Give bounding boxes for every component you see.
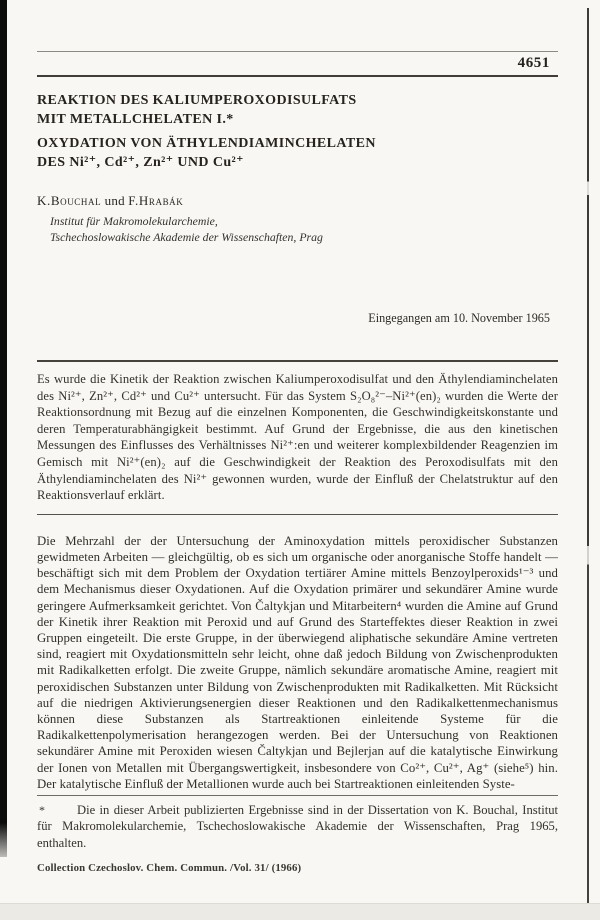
footnote-marker: * — [39, 803, 45, 817]
author-name-1: K.Bouchal — [37, 193, 102, 208]
article-title — [37, 92, 558, 129]
title-line-2: MIT METALLCHELATEN I.* — [37, 111, 234, 127]
authors-line — [37, 193, 558, 209]
body-paragraph: Die Mehrzahl der der Untersuchung der Aminoxydation mittels peroxidischer Substanzen gewidmeten Arbeiten — gleichgültig, ob es sich um organische oder anorganische Stoffe handelt — beschäftigt sich mit dem Problem der Oxydation tertiärer Amine mittels Benzoylperoxids¹⁻³ und dem Mechanismus dieser Oxydationen. Auf die Oxydation primärer und sekundärer Amine wurde geringere Aufmerksamkeit gerichtet. Von Čaltykjan und Mitarbeitern⁴ wurden die Amine auf Grund der Kinetik ihrer Reaktion mit Peroxid und auf Grund des Starteffektes dieser Reaktion in zwei Gruppen eingeteilt. Die erste Gruppe, in der überwiegend aliphatische sekundäre Amine vertreten sind, reagiert mit Oxydationsmitteln sehr leicht, ohne daß jedoch Bildung von Zwischenprodukten mit Radikalketten erfolgt. Die zweite Gruppe, nämlich sekundäre aromatische Amine, reagiert mit peroxidischen Substanzen unter Bildung von Zwischenprodukten mit Radikalketten. Mit Rücksicht auf die niedrigen Aktivierungsenergien dieser Reaktionen und den Radikalkettenmechanismus können diese Substanzen als Startreaktionen einleitende Systeme für die Radikalkettenpolymerisation herangezogen werden. Bei der Untersuchung von Reaktionen sekundärer Amine mit Peroxiden wiesen Čaltykjan und Bejlerjan auf die katalytische Einwirkung der Ionen von Metallen mit Übergangswertigkeit, insbesondere von Co²⁺, Cu²⁺, Ag⁺ (siehe⁵) hin. Der katalytische Einfluß der Metallionen wurde auch bei Startreaktionen einleitenden Syste- — [37, 533, 558, 791]
subtitle-line-1: OXYDATION VON ÄTHYLENDIAMINCHELATEN — [37, 136, 376, 151]
article-subtitle — [37, 135, 558, 172]
author-name-2: F.Hrabák — [128, 193, 184, 208]
footnote-section — [37, 795, 558, 851]
affiliation-line-1: Institut für Makromolekularchemie, — [50, 214, 218, 228]
title-line-1: REAKTION DES KALIUMPEROXODISULFATS — [37, 93, 357, 108]
authors-connector: und — [104, 193, 125, 208]
scan-artifact-bottom-band — [0, 903, 600, 920]
footnote-text: Die in dieser Arbeit publizierten Ergebnisse sind in der Dissertation von K. Bouchal, Institut für Makromolekularchemie, Tschechoslowakische Akademie der Wissenschaften, Prag 1965, enthalten. — [37, 803, 558, 850]
page-content — [0, 51, 600, 874]
abstract-section — [37, 360, 558, 515]
header-rule-bottom — [37, 75, 558, 77]
subtitle-line-2: DES Ni²⁺, Cd²⁺, Zn²⁺ UND Cu²⁺ — [37, 154, 244, 170]
affiliation-line-2: Tschechoslowakische Akademie der Wissenschaften, Prag — [50, 229, 323, 244]
affiliation — [37, 214, 558, 245]
abstract-text: Es wurde die Kinetik der Reaktion zwischen Kaliumperoxodisulfat und den Äthylendiaminchelaten des Ni²⁺, Zn²⁺, Cd²⁺ und Cu²⁺ untersucht. Für das System S₂O₈²⁻–Ni²⁺(en)₂ wurden die Werte der Reaktionsordnung mit Bezug auf die einzelnen Komponenten, die Geschwindigkeitskonstante und deren Temperaturabhängigkeit bestimmt. Auf Grund der Ergebnisse, die aus den kinetischen Messungen des Einflusses des Verhältnisses Ni²⁺:en und weiterer komplexbildender Reagenzien im Gemisch mit Ni²⁺(en)₂ auf die Geschwindigkeit der Reaktion des Peroxodisulfats mit den Äthylendiaminchelaten des Ni²⁺ gewonnen wurden, wurde der Einfluß der Chelatstruktur auf den Reaktionsverlauf erklärt. — [37, 372, 558, 503]
page-number: 4651 — [517, 55, 550, 71]
journal-footer: Collection Czechoslov. Chem. Commun. /Vol. 31/ (1966) — [37, 862, 302, 875]
received-date: Eingegangen am 10. November 1965 — [368, 311, 550, 325]
